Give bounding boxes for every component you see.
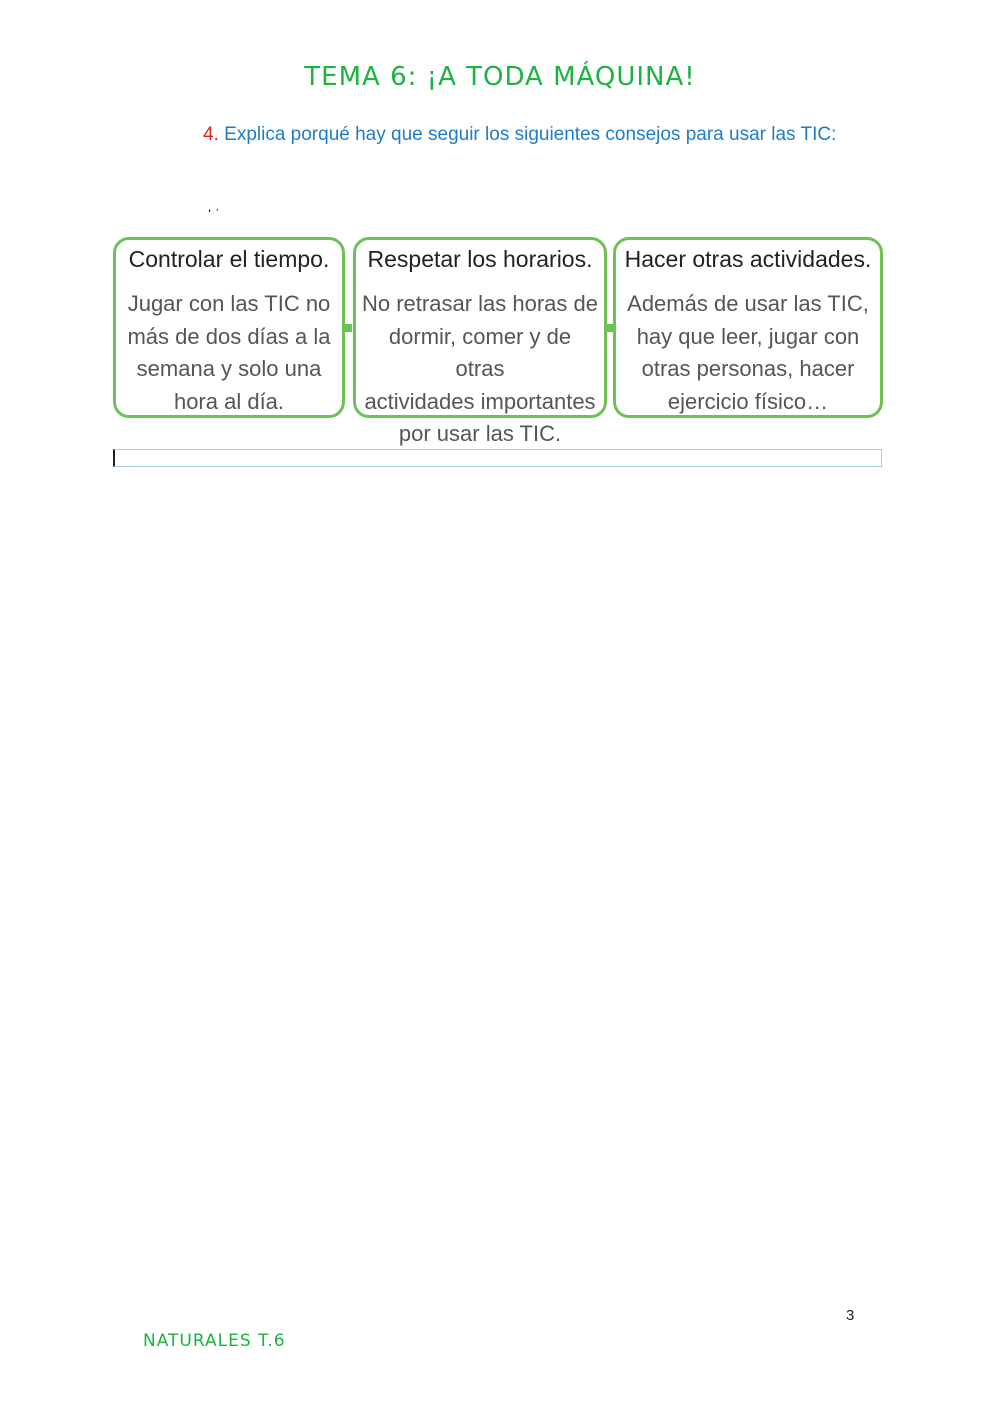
- card-body-line: actividades importantes: [364, 388, 596, 414]
- card-body-line: Jugar con las TIC no: [127, 291, 331, 316]
- answer-input[interactable]: [113, 449, 882, 467]
- card-body-line: semana y solo una: [136, 356, 322, 381]
- page-number: 3: [846, 1307, 855, 1324]
- card-title: Hacer otras actividades.: [624, 246, 872, 272]
- advice-card-otras-actividades: [613, 237, 883, 418]
- question-4: [203, 118, 856, 152]
- card-body-line: Además de usar las TIC,: [627, 291, 869, 316]
- card-body-line: No retrasar las horas de: [362, 291, 598, 316]
- card-connector: [344, 324, 352, 332]
- card-body-line: por usar las TIC.: [398, 421, 562, 446]
- card-body: [362, 288, 598, 451]
- question-text: Explica porqué hay que seguir los siguientes consejos para usar las TIC:: [224, 124, 837, 145]
- card-body-line: hay que leer, jugar con: [636, 323, 860, 349]
- advice-card-controlar-tiempo: [113, 237, 345, 418]
- footer-subject: NATURALES T.6: [143, 1331, 286, 1351]
- advice-card-respetar-horarios: [353, 237, 607, 446]
- card-body-line: hora al día.: [173, 388, 285, 414]
- card-body-line: dormir, comer y de otras: [388, 323, 572, 381]
- stray-marks: ʻ ˈ: [208, 206, 220, 222]
- card-body: [122, 288, 336, 418]
- question-number: 4.: [203, 124, 219, 145]
- page-title: TEMA 6: ¡A TODA MÁQUINA!: [304, 62, 696, 92]
- card-title: Controlar el tiempo.: [128, 246, 330, 272]
- card-body-line: más de dos días a la: [127, 323, 331, 349]
- card-body-line: otras personas, hacer: [641, 356, 855, 381]
- card-title: Respetar los horarios.: [367, 246, 593, 272]
- card-body-line: ejercicio físico…: [667, 388, 829, 414]
- card-connector: [605, 324, 613, 332]
- card-body: [622, 288, 874, 418]
